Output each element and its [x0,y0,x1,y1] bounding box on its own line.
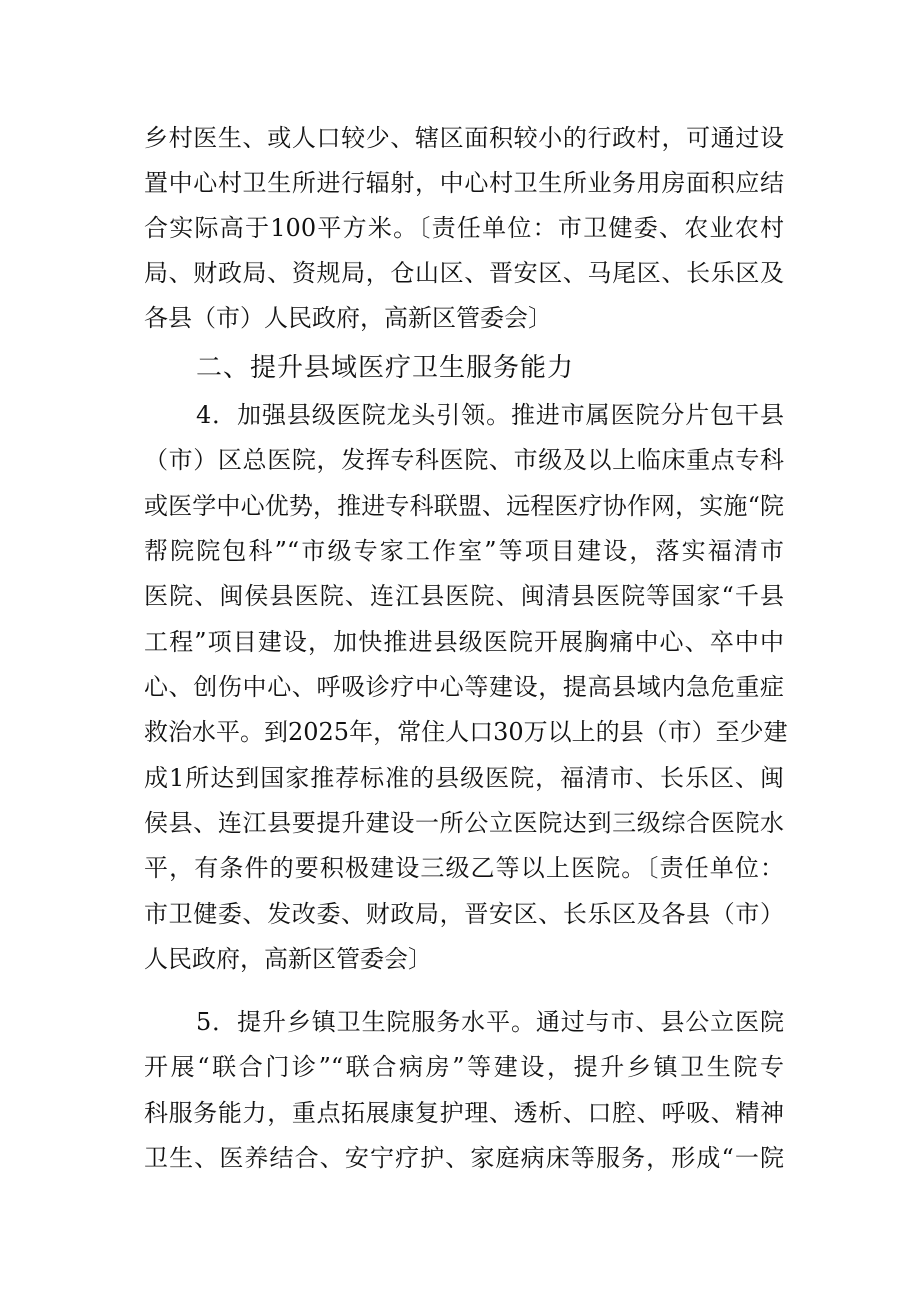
item-4-line: （市）区总医院，发挥专科医院、市级及以上临床重点专科 [144,446,784,474]
text-line: 置中心村卫生所进行辐射，中心村卫生所业务用房面积应结 [144,169,784,197]
item-4-line: 平，有条件的要积极建设三级乙等以上医院。〔责任单位： [144,854,784,882]
item-4-line: 工程”项目建设，加快推进县级医院开展胸痛中心、卒中中 [144,628,784,656]
item-4-line: 4．加强县级医院龙头引领。推进市属医院分片包干县 [196,401,784,429]
item-4-line: 帮院院包科”“市级专家工作室”等项目建设，落实福清市 [144,537,784,565]
item-4-line: 救治水平。到2025年，常住人口30万以上的县（市）至少建 [144,718,788,746]
item-4-line: 或医学中心优势，推进专科联盟、远程医疗协作网，实施“院 [144,492,784,520]
text-line: 局、财政局、资规局，仓山区、晋安区、马尾区、长乐区及 [144,259,784,287]
section-heading: 二、提升县域医疗卫生服务能力 [196,353,575,383]
item-5-line: 5．提升乡镇卫生院服务水平。通过与市、县公立医院 [196,1008,784,1036]
item-4-line: 侯县、连江县要提升建设一所公立医院达到三级综合医院水 [144,809,784,837]
item-4-line: 成1所达到国家推荐标准的县级医院，福清市、长乐区、闽 [144,764,784,792]
text-line: 乡村医生、或人口较少、辖区面积较小的行政村，可通过设 [144,124,784,152]
item-5-line: 科服务能力，重点拓展康复护理、透析、口腔、呼吸、精神 [144,1099,784,1127]
text-line: 合实际高于100平方米。〔责任单位：市卫健委、农业农村 [144,214,784,242]
item-4-line: 医院、闽侯县医院、连江县医院、闽清县医院等国家“千县 [144,582,784,610]
item-4-line: 市卫健委、发改委、财政局，晋安区、长乐区及各县（市） [144,900,784,928]
item-5-line: 开展“联合门诊”“联合病房”等建设，提升乡镇卫生院专 [144,1053,784,1081]
text-line: 各县（市）人民政府，高新区管委会〕 [144,304,552,332]
item-4-line: 心、创伤中心、呼吸诊疗中心等建设，提高县域内急危重症 [144,673,784,701]
item-5-line: 卫生、医养结合、安宁疗护、家庭病床等服务，形成“一院 [144,1144,784,1172]
item-4-line: 人民政府，高新区管委会〕 [144,945,432,973]
